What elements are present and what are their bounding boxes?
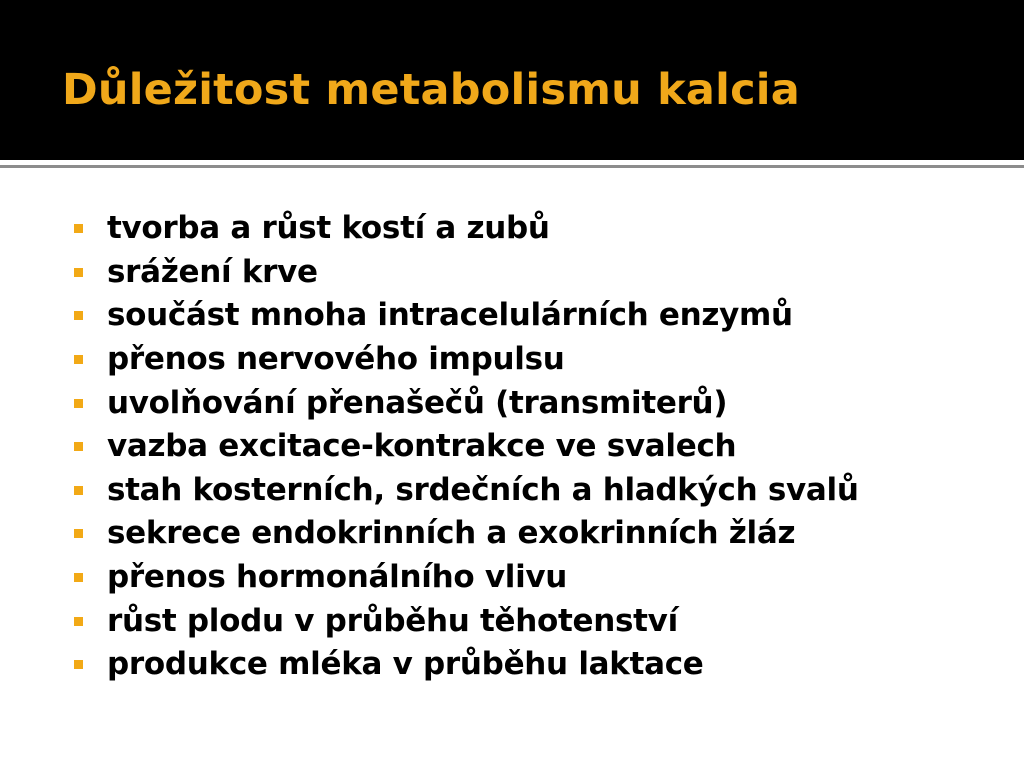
title-band — [0, 0, 1024, 160]
bullet-text: stah kosterních, srdečních a hladkých svalů — [107, 471, 859, 508]
bullet-text: součást mnoha intracelulárních enzymů — [107, 297, 793, 334]
square-bullet-icon — [74, 486, 83, 495]
bullet-text: vazba excitace-kontrakce ve svalech — [107, 428, 737, 465]
title-separator-line — [0, 165, 1024, 168]
square-bullet-icon — [74, 399, 83, 408]
bullet-text: produkce mléka v průběhu laktace — [107, 646, 704, 683]
square-bullet-icon — [74, 573, 83, 582]
bullet-text: růst plodu v průběhu těhotenství — [107, 602, 678, 639]
square-bullet-icon — [74, 311, 83, 320]
square-bullet-icon — [74, 529, 83, 538]
square-bullet-icon — [74, 660, 83, 669]
square-bullet-icon — [74, 442, 83, 451]
slide-title: Důležitost metabolismu kalcia — [62, 65, 800, 115]
bullet-text: tvorba a růst kostí a zubů — [107, 210, 550, 247]
bullet-text: přenos nervového impulsu — [107, 341, 565, 378]
square-bullet-icon — [74, 617, 83, 626]
bullet-text: srážení krve — [107, 253, 318, 290]
bullet-text: přenos hormonálního vlivu — [107, 559, 568, 596]
square-bullet-icon — [74, 268, 83, 277]
square-bullet-icon — [74, 224, 83, 233]
square-bullet-icon — [74, 355, 83, 364]
bullet-text: uvolňování přenašečů (transmiterů) — [107, 384, 728, 421]
bullet-text: sekrece endokrinních a exokrinních žláz — [107, 515, 796, 552]
